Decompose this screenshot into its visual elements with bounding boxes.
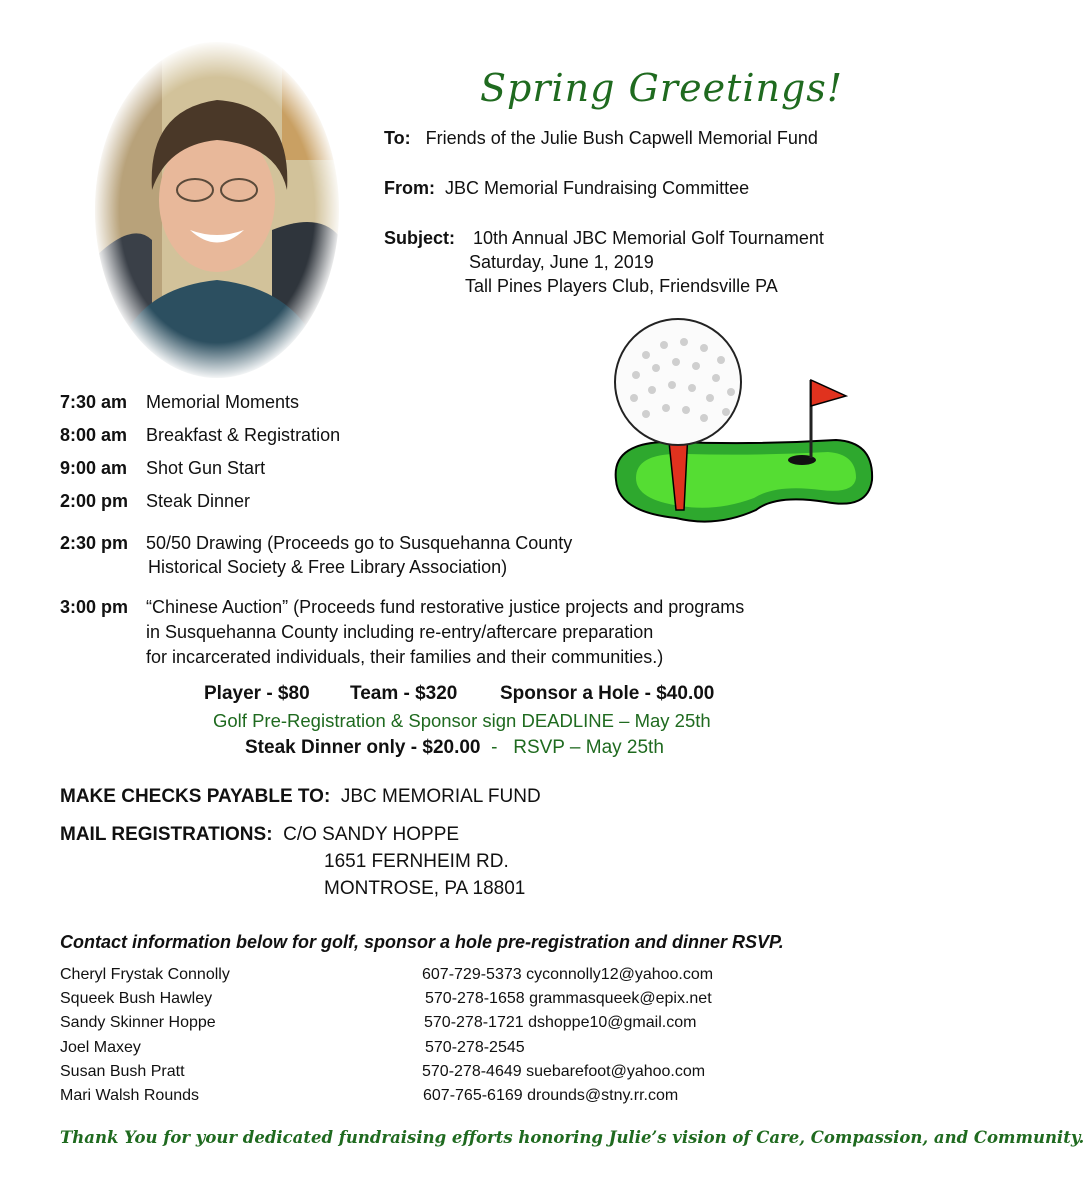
schedule-time: 9:00 am [60, 458, 128, 478]
price-team: Team - $320 [350, 683, 458, 704]
contact-info: 607-765-6169 drounds@stny.rr.com [423, 1087, 679, 1104]
contact-info: 570-278-4649 suebarefoot@yahoo.com [422, 1063, 706, 1080]
memo-subject-line-2: Saturday, June 1, 2019 [469, 252, 654, 272]
schedule-item [60, 392, 299, 413]
contact-info: 570-278-1721 dshoppe10@gmail.com [424, 1014, 697, 1031]
contact-name: Squeek Bush Hawley [60, 990, 213, 1007]
memo-to-label: To: [384, 128, 411, 148]
contact-name: Mari Walsh Rounds [60, 1087, 200, 1104]
price-player: Player - $80 [204, 683, 310, 704]
mail-address-line-2: 1651 FERNHEIM RD. [324, 851, 509, 872]
schedule-event: Steak Dinner [146, 491, 251, 511]
schedule-event: Breakfast & Registration [146, 425, 341, 445]
registration-deadline: Golf Pre-Registration & Sponsor sign DEADLINE – May 25th [213, 710, 711, 731]
memo-subject-line-3: Tall Pines Players Club, Friendsville PA [465, 276, 778, 296]
mail-label: MAIL REGISTRATIONS: [60, 824, 273, 845]
mail-registrations [60, 824, 459, 846]
price-sponsor-hole: Sponsor a Hole - $40.00 [500, 683, 715, 704]
mail-address-line-1: C/O SANDY HOPPE [283, 824, 460, 845]
contact-row [60, 990, 880, 1008]
schedule-event: “Chinese Auction” (Proceeds fund restorative justice projects and programs [146, 597, 745, 617]
contact-name: Sandy Skinner Hoppe [60, 1014, 216, 1031]
steak-dinner-label: Steak Dinner only - $20.00 [245, 737, 481, 758]
contact-info: 570-278-2545 [425, 1039, 525, 1056]
schedule-event: Memorial Moments [146, 392, 300, 412]
contact-info: 607-729-5373 cyconnolly12@yahoo.com [422, 966, 714, 983]
schedule-item [60, 491, 250, 512]
memo-from-value: JBC Memorial Fundraising Committee [445, 178, 750, 198]
memo-subject-line-1: 10th Annual JBC Memorial Golf Tournament [473, 228, 824, 248]
schedule-time: 2:00 pm [60, 491, 129, 511]
page-title: Spring Greetings! [480, 66, 844, 110]
price-separator: - [491, 737, 498, 758]
contact-name: Susan Bush Pratt [60, 1063, 185, 1080]
checks-payable [60, 786, 541, 808]
contact-row [60, 1063, 880, 1081]
schedule-event-continued: for incarcerated individuals, their families and their communities.) [146, 647, 664, 667]
schedule-event-continued: Historical Society & Free Library Association) [148, 557, 508, 577]
golf-ball-illustration [606, 330, 876, 530]
mail-address-line-3: MONTROSE, PA 18801 [324, 878, 526, 899]
contact-row [60, 1014, 880, 1032]
memo-from-label: From: [384, 178, 435, 198]
steak-dinner-price [245, 737, 664, 759]
schedule-item [60, 458, 265, 479]
checks-label: MAKE CHECKS PAYABLE TO: [60, 786, 331, 807]
memo-subject [384, 228, 455, 249]
schedule-item [60, 597, 744, 618]
checks-value: JBC MEMORIAL FUND [340, 786, 541, 807]
schedule-item [60, 533, 572, 554]
schedule-time: 7:30 am [60, 392, 128, 412]
schedule-event: Shot Gun Start [146, 458, 266, 478]
contact-heading: Contact information below for golf, sponsor a hole pre-registration and dinner RSVP. [60, 932, 784, 952]
contact-row [60, 966, 880, 984]
schedule-event: 50/50 Drawing (Proceeds go to Susquehanna County [146, 533, 573, 553]
contact-name: Joel Maxey [60, 1039, 141, 1056]
schedule-time: 8:00 am [60, 425, 128, 445]
memorial-portrait-photo [92, 40, 342, 380]
schedule-time: 3:00 pm [60, 597, 129, 617]
contact-info: 570-278-1658 grammasqueek@epix.net [425, 990, 712, 1007]
memo-to [384, 128, 818, 149]
rsvp-deadline: RSVP – May 25th [513, 737, 664, 758]
schedule-event-continued: in Susquehanna County including re-entry/aftercare preparation [146, 622, 654, 642]
schedule-item [60, 425, 340, 446]
memo-subject-label: Subject: [384, 228, 456, 248]
contact-row [60, 1087, 880, 1105]
memo-from [384, 178, 749, 199]
memo-to-value: Friends of the Julie Bush Capwell Memorial Fund [425, 128, 818, 148]
contact-name: Cheryl Frystak Connolly [60, 966, 230, 983]
contact-row [60, 1039, 880, 1057]
schedule-time: 2:30 pm [60, 533, 129, 553]
thank-you-footer: Thank You for your dedicated fundraising efforts honoring Julie’s vision of Care, Compassion, and Community. [60, 1128, 1084, 1147]
